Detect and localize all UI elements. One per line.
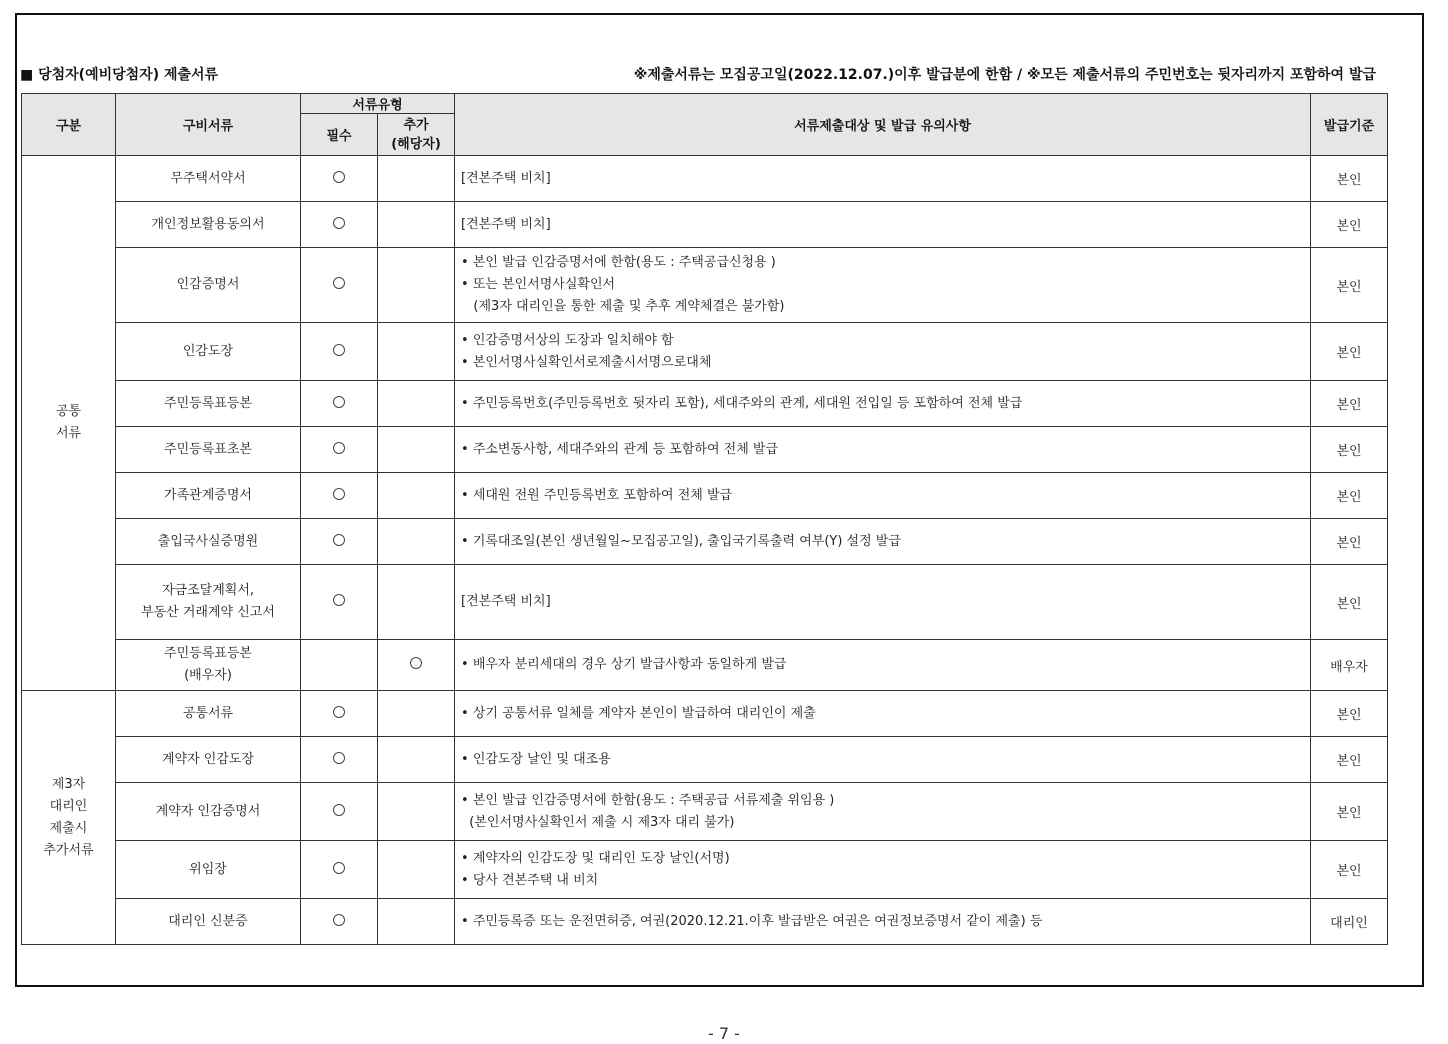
required-cell (301, 156, 378, 202)
header-additional: 추가 (해당자) (378, 114, 455, 156)
note-line: • 주민등록증 또는 운전면허증, 여권(2020.12.21.이후 발급받은 여권은 여권정보증명서 같이 제출) 등 (461, 913, 1043, 929)
required-cell (301, 565, 378, 640)
circle-mark-icon (410, 657, 422, 669)
additional-cell (378, 323, 455, 381)
notes-cell (455, 519, 1311, 565)
table-row (22, 565, 1388, 640)
table-row (22, 202, 1388, 248)
issue-basis-cell: 본인 (1311, 565, 1388, 640)
document-cell: 가족관계증명서 (116, 473, 301, 519)
additional-cell (378, 202, 455, 248)
section-title: ■ 당첨자(예비당첨자) 제출서류 (20, 67, 219, 83)
notes-cell (455, 841, 1311, 899)
notes-cell (455, 691, 1311, 737)
document-cell: 무주택서약서 (116, 156, 301, 202)
category-cell: 공통 서류 (22, 156, 116, 691)
table-row (22, 841, 1388, 899)
note-line: • 배우자 분리세대의 경우 상기 발급사항과 동일하게 발급 (461, 657, 787, 672)
header-notes: 서류제출대상 및 발급 유의사항 (455, 94, 1311, 156)
notes-cell (455, 473, 1311, 519)
document-cell: 주민등록표등본 (배우자) (116, 640, 301, 691)
required-cell (301, 473, 378, 519)
table-row (22, 427, 1388, 473)
note-line: [견본주택 비치] (461, 594, 551, 609)
header-required: 필수 (301, 114, 378, 156)
required-cell (301, 640, 378, 691)
notes-cell (455, 640, 1311, 691)
additional-cell (378, 783, 455, 841)
document-cell: 인감도장 (116, 323, 301, 381)
additional-cell (378, 156, 455, 202)
circle-mark-icon (333, 804, 345, 816)
page-number: - 7 - (708, 1024, 740, 1043)
issue-basis-cell: 본인 (1311, 737, 1388, 783)
document-cell: 자금조달계획서, 부동산 거래계약 신고서 (116, 565, 301, 640)
note-line: • 인감증명서상의 도장과 일치해야 함 (461, 332, 674, 348)
table-row (22, 519, 1388, 565)
issue-basis-cell: 본인 (1311, 156, 1388, 202)
note-line: • 주소변동사항, 세대주와의 관계 등 포함하여 전체 발급 (461, 441, 779, 457)
document-cell: 위임장 (116, 841, 301, 899)
issue-basis-cell: 본인 (1311, 427, 1388, 473)
table-row (22, 248, 1388, 323)
notes-cell (455, 737, 1311, 783)
issue-basis-cell: 본인 (1311, 202, 1388, 248)
note-line: (제3자 대리인을 통한 제출 및 추후 계약체결은 불가함) (461, 299, 785, 314)
table-row (22, 473, 1388, 519)
issue-basis-cell: 본인 (1311, 783, 1388, 841)
issue-basis-cell: 대리인 (1311, 899, 1388, 945)
required-cell (301, 783, 378, 841)
header-category: 구분 (22, 94, 116, 156)
header-document: 구비서류 (116, 94, 301, 156)
circle-mark-icon (333, 862, 345, 874)
additional-cell (378, 640, 455, 691)
circle-mark-icon (333, 396, 345, 408)
note-line: • 주민등록번호(주민등록번호 뒷자리 포함), 세대주와의 관계, 세대원 전입일 등 포함하여 전체 발급 (461, 395, 1023, 411)
notes-cell (455, 783, 1311, 841)
additional-cell (378, 248, 455, 323)
table-body (22, 156, 1388, 945)
additional-cell (378, 737, 455, 783)
document-cell: 출입국사실증명원 (116, 519, 301, 565)
issue-basis-cell: 본인 (1311, 841, 1388, 899)
document-cell: 인감증명서 (116, 248, 301, 323)
note-line: • 또는 본인서명사실확인서 (461, 277, 616, 292)
document-cell: 계약자 인감도장 (116, 737, 301, 783)
additional-cell (378, 381, 455, 427)
note-line: • 기록대조일(본인 생년월일~모집공고일), 출입국기록출력 여부(Y) 설정 발급 (461, 533, 901, 549)
document-cell: 대리인 신분증 (116, 899, 301, 945)
issue-basis-cell: 본인 (1311, 691, 1388, 737)
issue-basis-cell: 본인 (1311, 381, 1388, 427)
additional-cell (378, 427, 455, 473)
required-cell (301, 899, 378, 945)
document-cell: 공통서류 (116, 691, 301, 737)
notes-cell (455, 323, 1311, 381)
required-cell (301, 519, 378, 565)
circle-mark-icon (333, 594, 345, 606)
notes-cell (455, 156, 1311, 202)
document-cell: 개인정보활용동의서 (116, 202, 301, 248)
table-row (22, 323, 1388, 381)
note-line: [견본주택 비치] (461, 170, 551, 186)
circle-mark-icon (333, 171, 345, 183)
additional-cell (378, 565, 455, 640)
table-row (22, 737, 1388, 783)
required-cell (301, 841, 378, 899)
table-header (22, 94, 1388, 156)
table-row (22, 691, 1388, 737)
circle-mark-icon (333, 488, 345, 500)
circle-mark-icon (333, 706, 345, 718)
table-row (22, 899, 1388, 945)
note-line: [견본주택 비치] (461, 216, 551, 232)
issue-basis-cell: 본인 (1311, 323, 1388, 381)
table-row (22, 381, 1388, 427)
additional-cell (378, 473, 455, 519)
required-cell (301, 427, 378, 473)
additional-cell (378, 841, 455, 899)
document-cell: 주민등록표초본 (116, 427, 301, 473)
issue-basis-cell: 본인 (1311, 248, 1388, 323)
required-cell (301, 248, 378, 323)
note-line: • 계약자의 인감도장 및 대리인 도장 날인(서명) (461, 850, 730, 866)
required-cell (301, 691, 378, 737)
note-line: • 본인 발급 인감증명서에 한함(용도 : 주택공급 서류제출 위임용 ) (461, 792, 835, 808)
header-doc-type: 서류유형 (301, 94, 455, 114)
submission-notice: ※제출서류는 모집공고일(2022.12.07.)이후 발급분에 한함 / ※모든 제출서류의 주민번호는 뒷자리까지 포함하여 발급 (633, 67, 1376, 83)
notes-cell (455, 899, 1311, 945)
note-line: • 본인서명사실확인서로제출시서명으로대체 (461, 354, 712, 370)
circle-mark-icon (333, 914, 345, 926)
documents-table (21, 93, 1388, 945)
additional-cell (378, 519, 455, 565)
note-line: • 상기 공통서류 일체를 계약자 본인이 발급하여 대리인이 제출 (461, 705, 816, 721)
additional-cell (378, 899, 455, 945)
required-cell (301, 381, 378, 427)
document-cell: 계약자 인감증명서 (116, 783, 301, 841)
notes-cell (455, 248, 1311, 323)
note-line: • 인감도장 날인 및 대조용 (461, 751, 611, 767)
circle-mark-icon (333, 442, 345, 454)
issue-basis-cell: 본인 (1311, 519, 1388, 565)
document-cell: 주민등록표등본 (116, 381, 301, 427)
table-row (22, 156, 1388, 202)
required-cell (301, 323, 378, 381)
note-line: • 본인 발급 인감증명서에 한함(용도 : 주택공급신청용 ) (461, 255, 776, 270)
category-cell: 제3자 대리인 제출시 추가서류 (22, 691, 116, 945)
table-row (22, 640, 1388, 691)
issue-basis-cell: 본인 (1311, 473, 1388, 519)
issue-basis-cell: 배우자 (1311, 640, 1388, 691)
table-row (22, 783, 1388, 841)
notes-cell (455, 565, 1311, 640)
circle-mark-icon (333, 534, 345, 546)
circle-mark-icon (333, 277, 345, 289)
required-cell (301, 737, 378, 783)
notes-cell (455, 427, 1311, 473)
circle-mark-icon (333, 752, 345, 764)
note-line: • 세대원 전원 주민등록번호 포함하여 전체 발급 (461, 487, 733, 503)
additional-cell (378, 691, 455, 737)
required-cell (301, 202, 378, 248)
note-line: • 당사 견본주택 내 비치 (461, 872, 599, 888)
header-issue-basis: 발급기준 (1311, 94, 1388, 156)
notes-cell (455, 202, 1311, 248)
note-line: (본인서명사실확인서 제출 시 제3자 대리 불가) (461, 814, 735, 830)
circle-mark-icon (333, 344, 345, 356)
circle-mark-icon (333, 217, 345, 229)
notes-cell (455, 381, 1311, 427)
